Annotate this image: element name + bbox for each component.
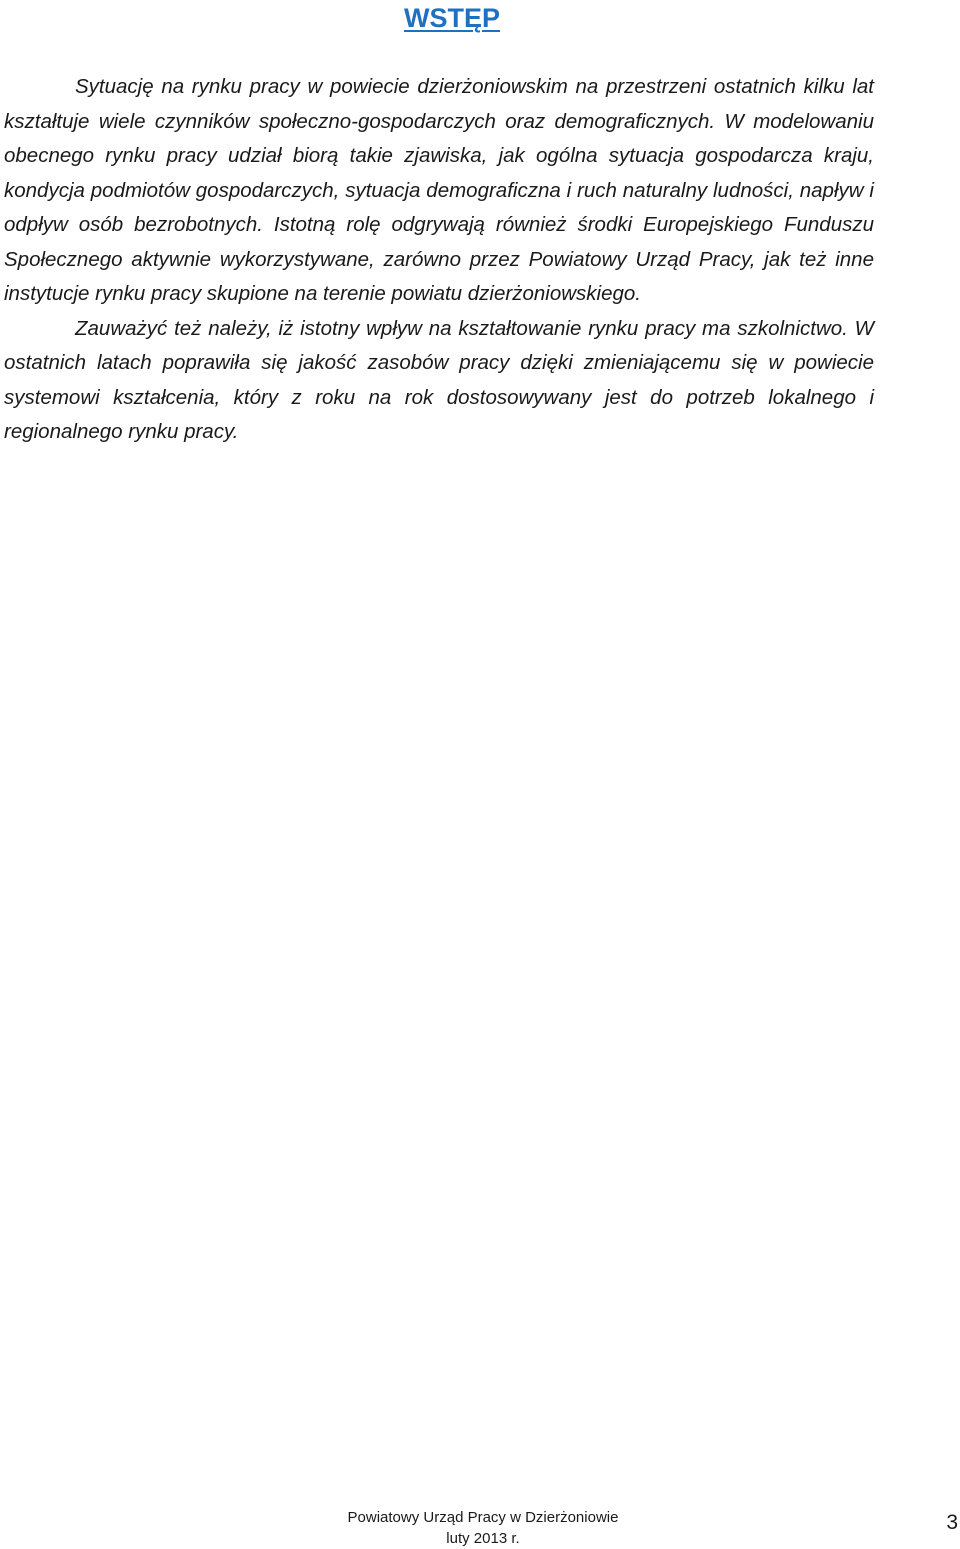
- page-number: 3: [946, 1511, 958, 1534]
- paragraph-education: Zauważyć też należy, iż istotny wpływ na kształtowanie rynku pracy ma szkolnictwo. W ostatnich latach poprawiła się jakość zasobów pracy dzięki zmieniającemu się w powiecie systemowi kształcenia, który z roku na rok dostosowywany jest do potrzeb lokalnego i regionalnego rynku pracy.: [4, 316, 874, 443]
- footer-organization: Powiatowy Urząd Pracy w Dzierżoniowie: [347, 1509, 619, 1526]
- document-body: [4, 70, 874, 450]
- page-footer: [348, 1507, 619, 1549]
- page-heading: WSTĘP: [403, 3, 500, 33]
- paragraph-intro: Sytuację na rynku pracy w powiecie dzierżoniowskim na przestrzeni ostatnich kilku lat kształtuje wiele czynników społeczno-gospodarczych oraz demograficznych. W modelowaniu obecnego rynku pracy udział biorą takie zjawiska, jak ogólna sytuacja gospodarcza kraju, kondycja podmiotów gospodarczych, sytuacja demograficzna i ruch naturalny ludności, napływ i odpływ osób bezrobotnych. Istotną rolę odgrywają również środki Europejskiego Funduszu Społecznego aktywnie wykorzystywane, zarówno przez Powiatowy Urząd Pracy, jak też inne instytucje rynku pracy skupione na terenie powiatu dzierżoniowskiego.: [4, 75, 874, 305]
- footer-date: luty 2013 r.: [446, 1530, 520, 1547]
